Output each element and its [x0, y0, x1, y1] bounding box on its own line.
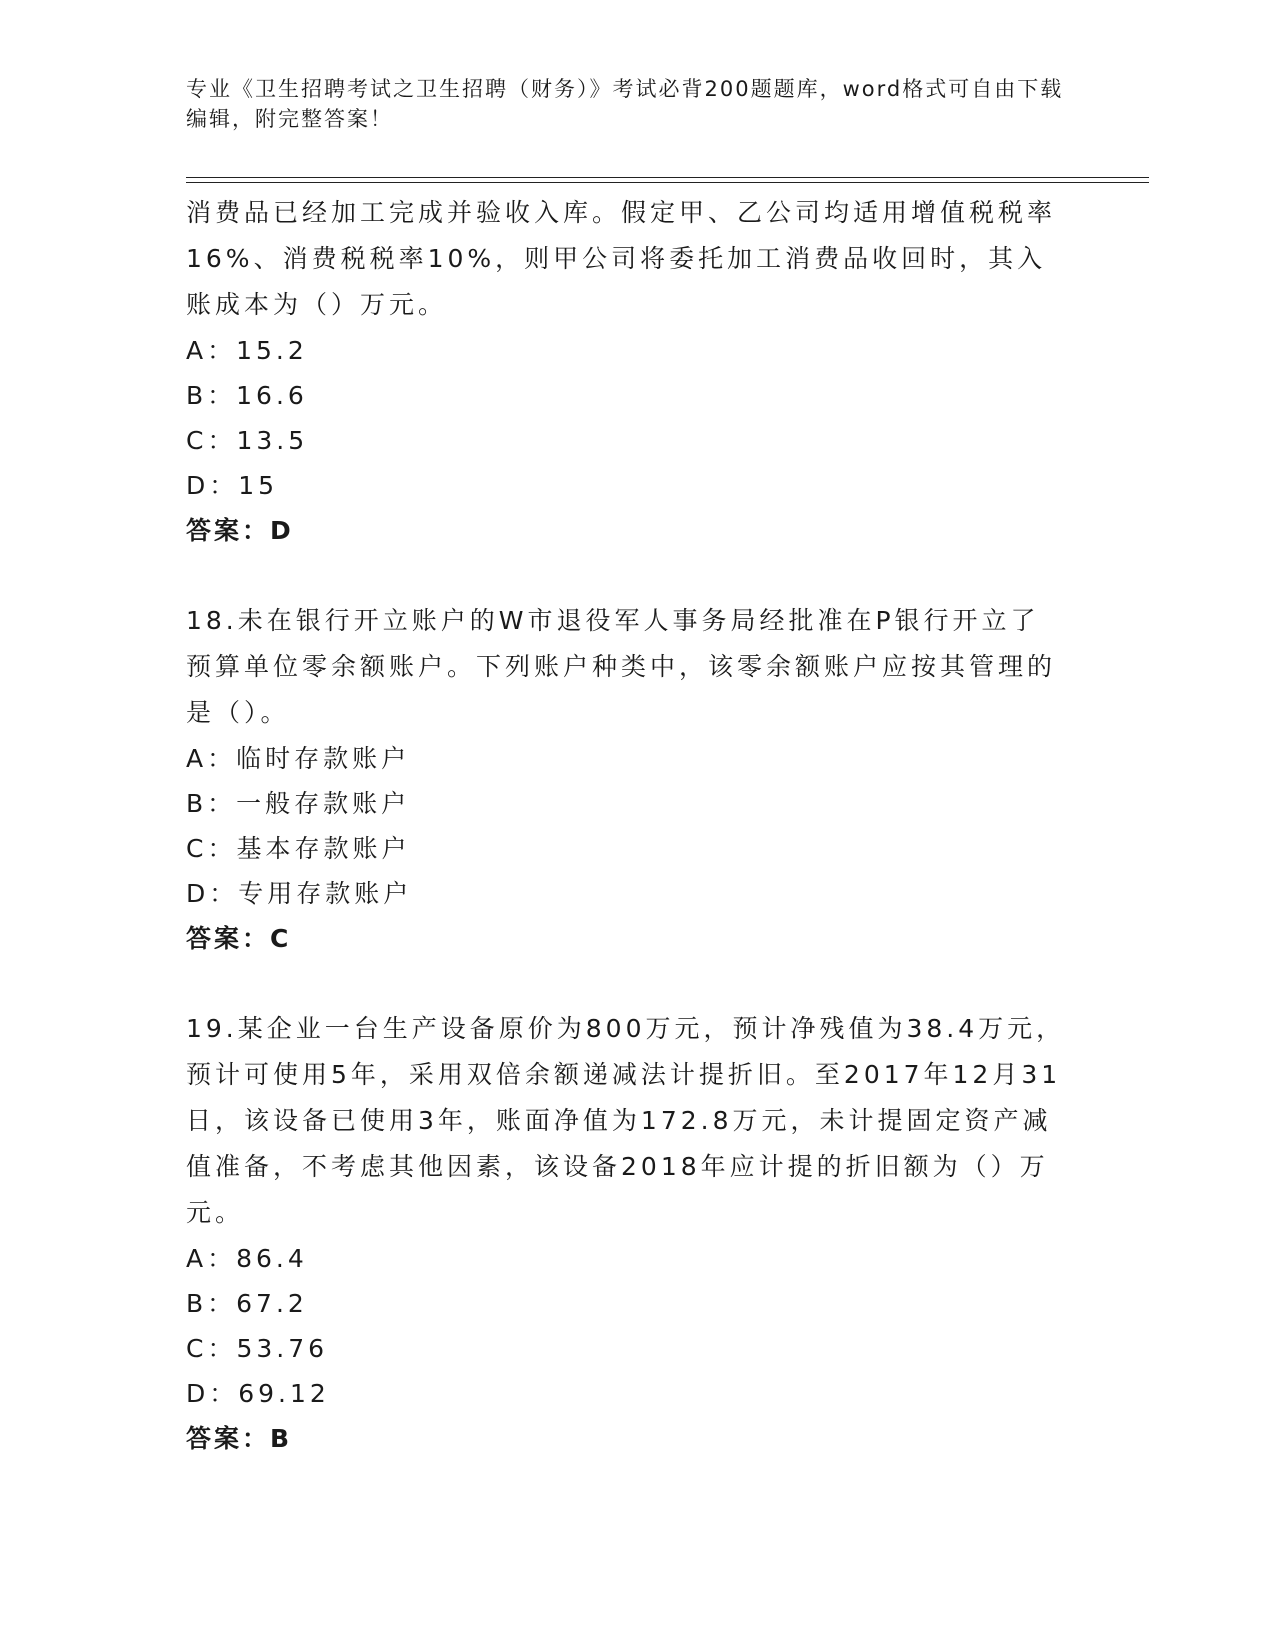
answer-line: 答案：B	[186, 1424, 293, 1453]
option-c: C：53.76	[186, 1334, 329, 1363]
option-a: A：15.2	[186, 336, 308, 365]
option-d: D：69.12	[186, 1379, 330, 1408]
answer-line: 答案：D	[186, 516, 294, 545]
option-a: A：临时存款账户	[186, 744, 411, 773]
header-divider-bottom	[186, 182, 1149, 183]
header-divider-top	[186, 177, 1149, 178]
document-header: 专业《卫生招聘考试之卫生招聘（财务）》考试必背200题题库，word格式可自由下载编辑，附完整答案！	[186, 77, 1064, 131]
option-b: B：16.6	[186, 381, 308, 410]
question-17	[186, 190, 1066, 554]
question-stem: 消费品已经加工完成并验收入库。假定甲、乙公司均适用增值税税率16%、消费税税率10%，则甲公司将委托加工消费品收回时，其入账成本为（）万元。	[186, 198, 1057, 319]
document-body	[186, 190, 1066, 1462]
question-19	[186, 1006, 1066, 1462]
option-c: C：13.5	[186, 426, 309, 455]
option-c: C：基本存款账户	[186, 834, 411, 863]
option-b: B：一般存款账户	[186, 789, 411, 818]
option-a: A：86.4	[186, 1244, 308, 1273]
option-d: D：15	[186, 471, 279, 500]
option-d: D：专用存款账户	[186, 879, 413, 908]
question-stem: 19.某企业一台生产设备原价为800万元，预计净残值为38.4万元，预计可使用5年，采用双倍余额递减法计提折旧。至2017年12月31日，该设备已使用3年，账面净值为172.8万元，未计提固定资产减值准备，不考虑其他因素，该设备2018年应计提的折旧额为（）万元。	[186, 1014, 1066, 1227]
spacer	[186, 554, 1066, 598]
spacer	[186, 962, 1066, 1006]
answer-line: 答案：C	[186, 924, 292, 953]
option-b: B：67.2	[186, 1289, 308, 1318]
question-stem: 18.未在银行开立账户的W市退役军人事务局经批准在P银行开立了预算单位零余额账户。下列账户种类中，该零余额账户应按其管理的是（）。	[186, 606, 1057, 727]
question-18	[186, 598, 1066, 962]
